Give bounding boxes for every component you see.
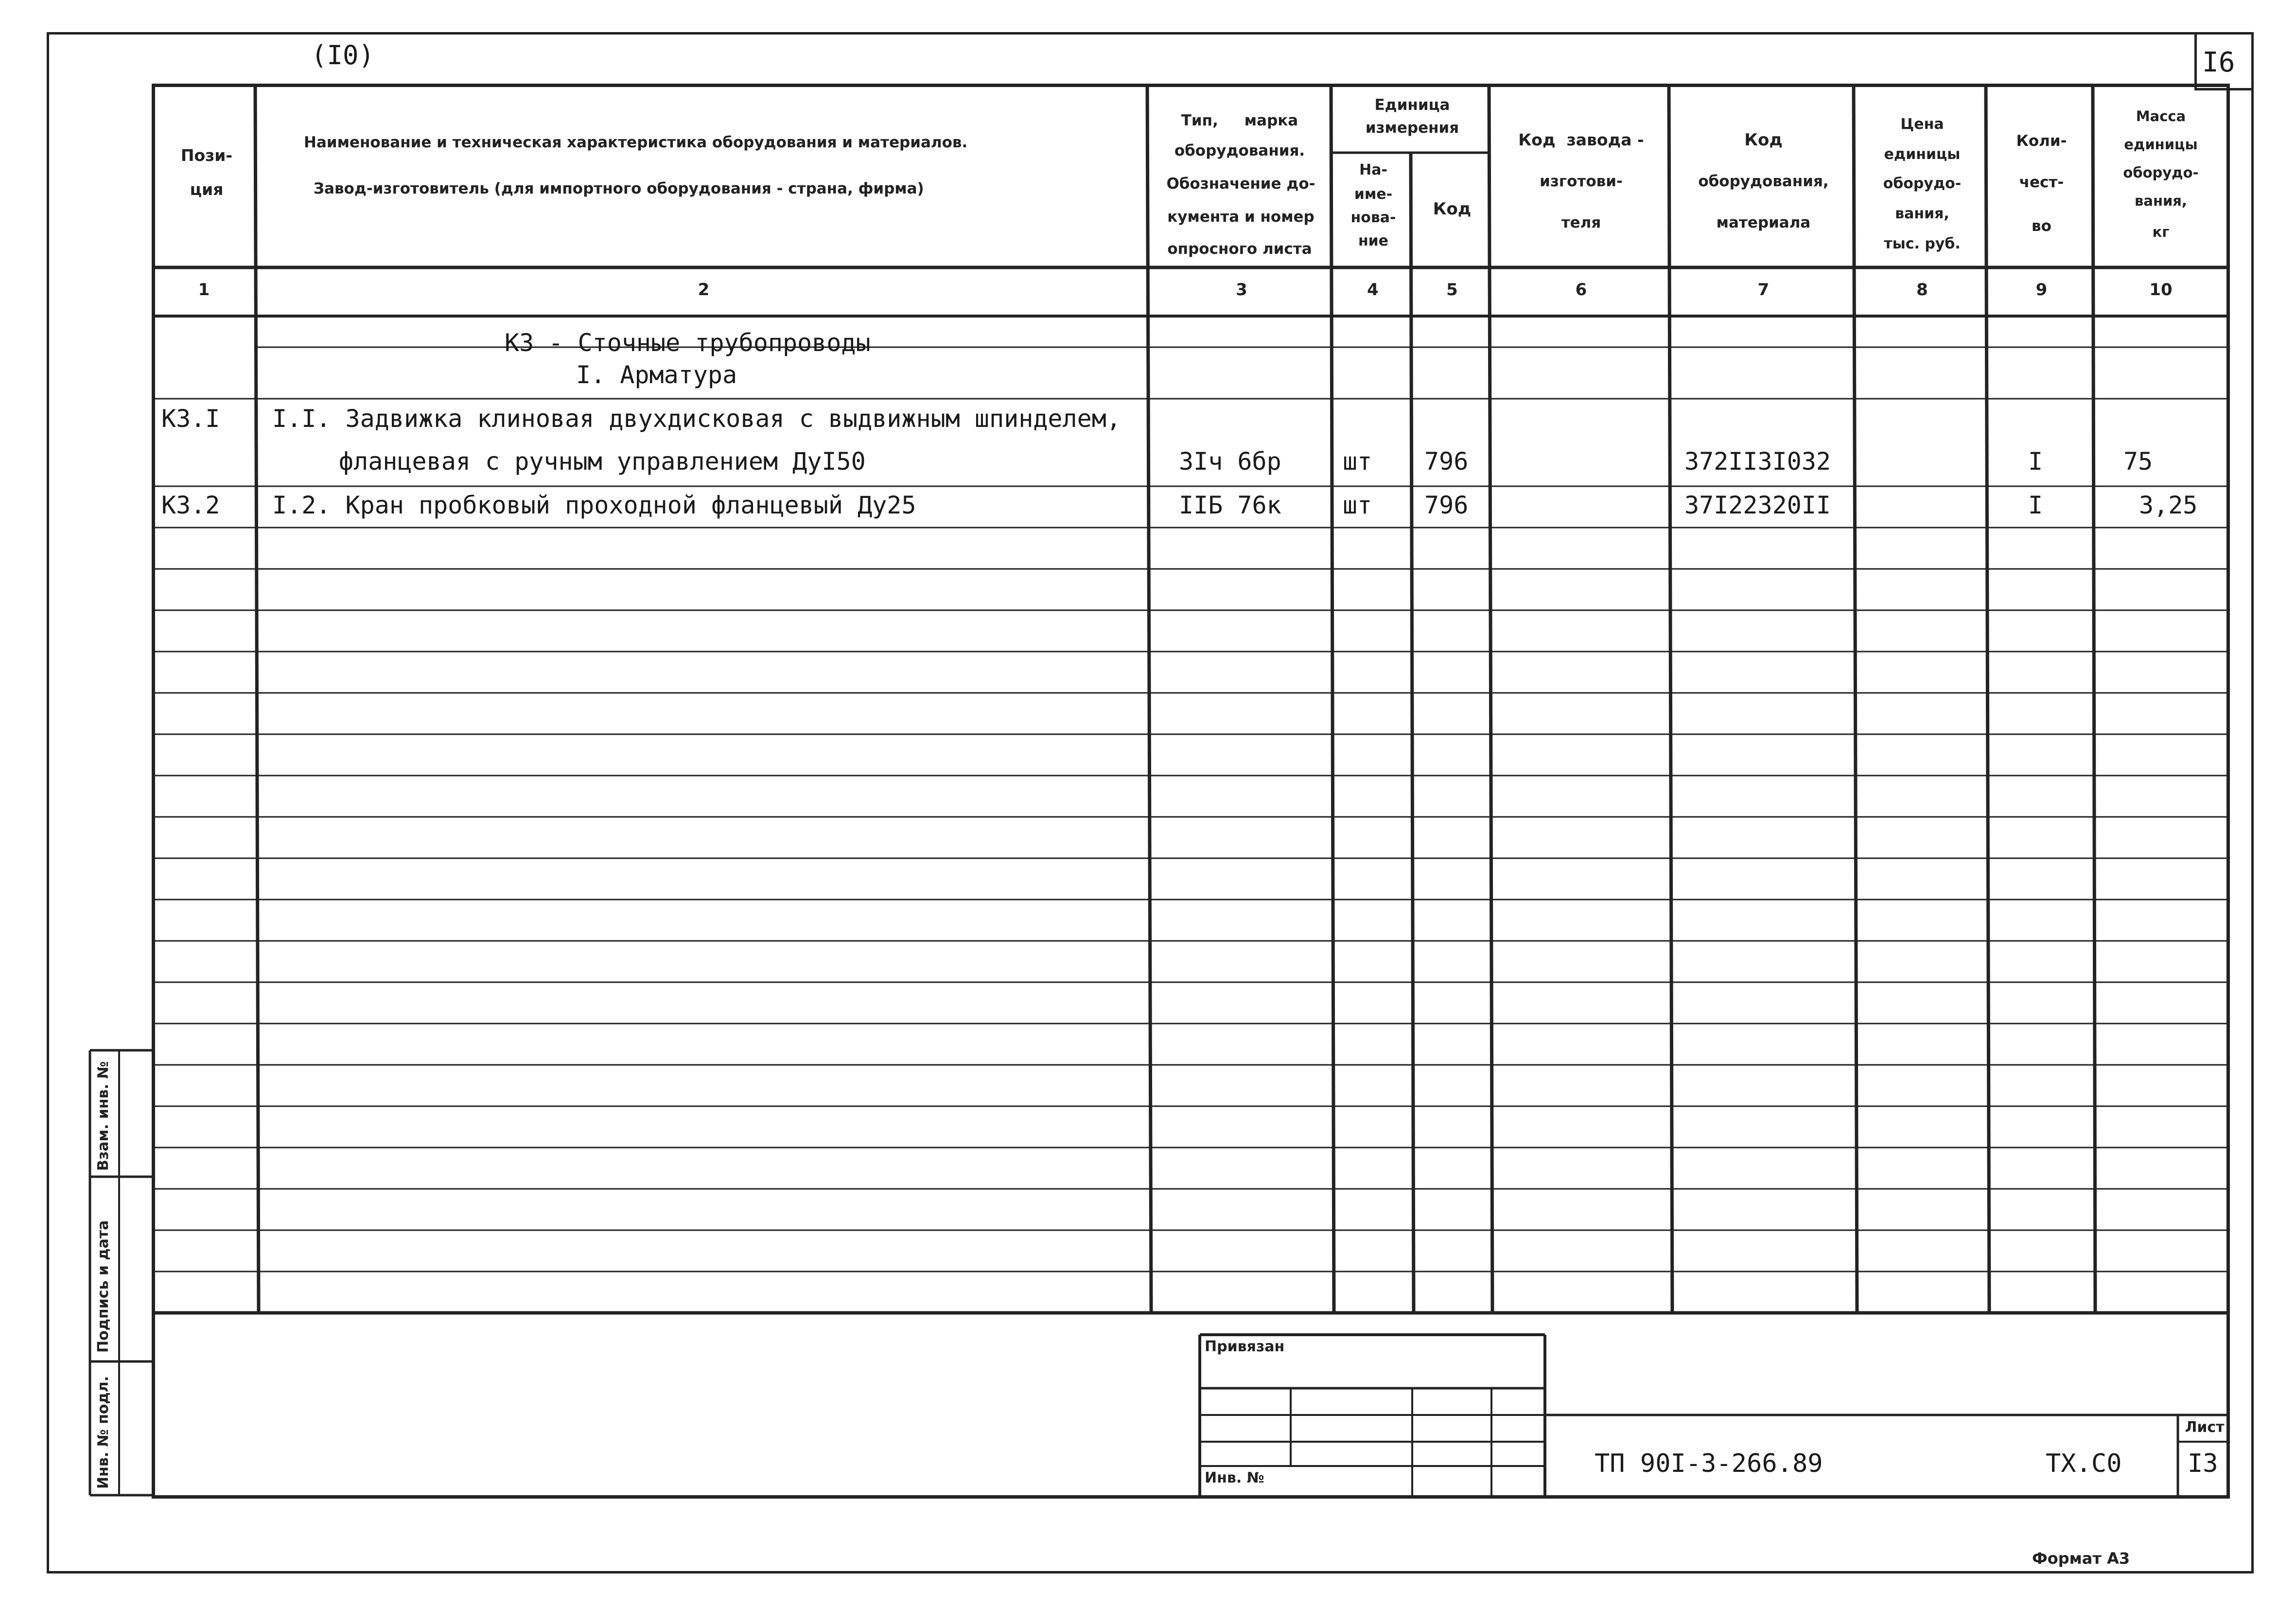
row2-equipment-code: 37I22320II <box>1684 491 1831 519</box>
title-block-inv-no: Инв. № <box>1205 1469 1264 1486</box>
header-price-line2: единицы <box>1884 146 1961 163</box>
header-equipment-code-line3: материала <box>1716 214 1811 231</box>
header-factory-code-line2: изготови- <box>1540 173 1623 190</box>
row1-type: 3Iч 6бр <box>1179 447 1281 476</box>
row1-name-line1: I.I. Задвижка клиновая двухдисковая с выдвижным шпинделем, <box>272 405 1121 433</box>
header-unit-name-line4: ние <box>1358 232 1389 249</box>
header-mass-line3: оборудо- <box>2123 164 2199 181</box>
side-stamp-vzam: Взам. инв. № <box>95 1061 112 1171</box>
row2-name-line1: I.2. Кран пробковый проходной фланцевый Ду25 <box>272 491 916 519</box>
colnum-2: 2 <box>698 280 710 300</box>
header-qty-line1: Коли- <box>2016 132 2067 150</box>
colnum-8: 8 <box>1916 280 1928 300</box>
row2-type: IIБ 76к <box>1179 491 1281 519</box>
header-equipment-code-line2: оборудования, <box>1698 173 1829 190</box>
header-name-line2: Завод-изготовитель (для импортного оборудования - страна, фирма) <box>314 180 924 197</box>
row1-qty: I <box>2028 447 2043 476</box>
header-mass-line5: кг <box>2152 224 2170 240</box>
header-type-line2: оборудования. <box>1174 142 1305 159</box>
side-stamp-podpis: Подпись и дата <box>95 1220 112 1353</box>
header-type-line1: Тип, марка <box>1181 112 1298 129</box>
header-unit-code: Код <box>1433 199 1472 219</box>
header-unit-name-line3: нова- <box>1350 209 1396 226</box>
header-mass-line4: вания, <box>2135 193 2187 209</box>
header-qty-line3: во <box>2032 217 2051 235</box>
header-unit-group-line2: измерения <box>1365 119 1459 137</box>
colnum-4: 4 <box>1367 280 1379 300</box>
row1-unit-code: 796 <box>1424 447 1469 476</box>
row2-qty: I <box>2028 491 2043 519</box>
colnum-1: 1 <box>198 280 210 300</box>
header-qty-line2: чест- <box>2019 174 2064 191</box>
row2-unit-code: 796 <box>1424 491 1469 519</box>
row1-mass: 75 <box>2123 447 2153 476</box>
header-unit-group-line1: Единица <box>1374 96 1450 114</box>
header-factory-code-line3: теля <box>1561 214 1601 231</box>
colnum-3: 3 <box>1236 280 1247 300</box>
row2-unit: шт <box>1343 491 1372 519</box>
row1-equipment-code: 372II3I032 <box>1684 447 1831 476</box>
colnum-5: 5 <box>1446 280 1458 300</box>
title-block-doc-code: ТП 90I-3-266.89 <box>1595 1449 1823 1478</box>
title-block-mark: ТХ.С0 <box>2046 1449 2122 1478</box>
header-price-line4: вания, <box>1895 205 1949 222</box>
side-stamp-inv-podl: Инв. № подл. <box>95 1376 112 1489</box>
top-mark: (I0) <box>311 40 375 71</box>
header-type-line4: кумента и номер <box>1167 208 1315 226</box>
subsection-title: I. Арматура <box>576 361 737 389</box>
header-position: Пози- ция <box>180 146 233 199</box>
title-block-sheet-number: I3 <box>2188 1449 2218 1478</box>
header-price-line5: тыс. руб. <box>1884 235 1961 252</box>
colnum-7: 7 <box>1757 280 1770 300</box>
colnum-6: 6 <box>1575 280 1587 300</box>
colnum-10: 10 <box>2149 280 2173 300</box>
row1-unit: шт <box>1343 447 1372 476</box>
header-type-line3: Обозначение до- <box>1166 175 1315 193</box>
row2-position: К3.2 <box>161 491 220 519</box>
colnum-9: 9 <box>2035 280 2048 300</box>
header-unit-name-line1: На- <box>1359 161 1387 178</box>
header-price-line1: Цена <box>1900 116 1944 133</box>
row1-position: К3.I <box>161 405 220 433</box>
header-name-line1: Наименование и техническая характеристика оборудования и материалов. <box>304 134 968 151</box>
section-title: К3 - Сточные трубопроводы <box>505 329 871 357</box>
header-factory-code-line1: Код завода - <box>1518 130 1644 149</box>
header-unit-name-line2: име- <box>1354 186 1393 203</box>
header-mass-line1: Масса <box>2136 108 2186 124</box>
row2-mass: 3,25 <box>2139 491 2198 519</box>
sheet-corner-number: I6 <box>2202 47 2235 78</box>
row1-name-line2: фланцевая с ручным управлением ДуI50 <box>339 447 866 476</box>
header-price-line3: оборудо- <box>1883 175 1962 192</box>
header-type-line5: опросного листа <box>1167 240 1312 258</box>
format-label: Формат А3 <box>2032 1549 2130 1568</box>
header-equipment-code-line1: Код <box>1744 130 1783 150</box>
title-block-sheet-label: Лист <box>2185 1419 2225 1436</box>
header-mass-line2: единицы <box>2124 136 2198 153</box>
title-block-privyazan: Привязан <box>1205 1338 1285 1355</box>
